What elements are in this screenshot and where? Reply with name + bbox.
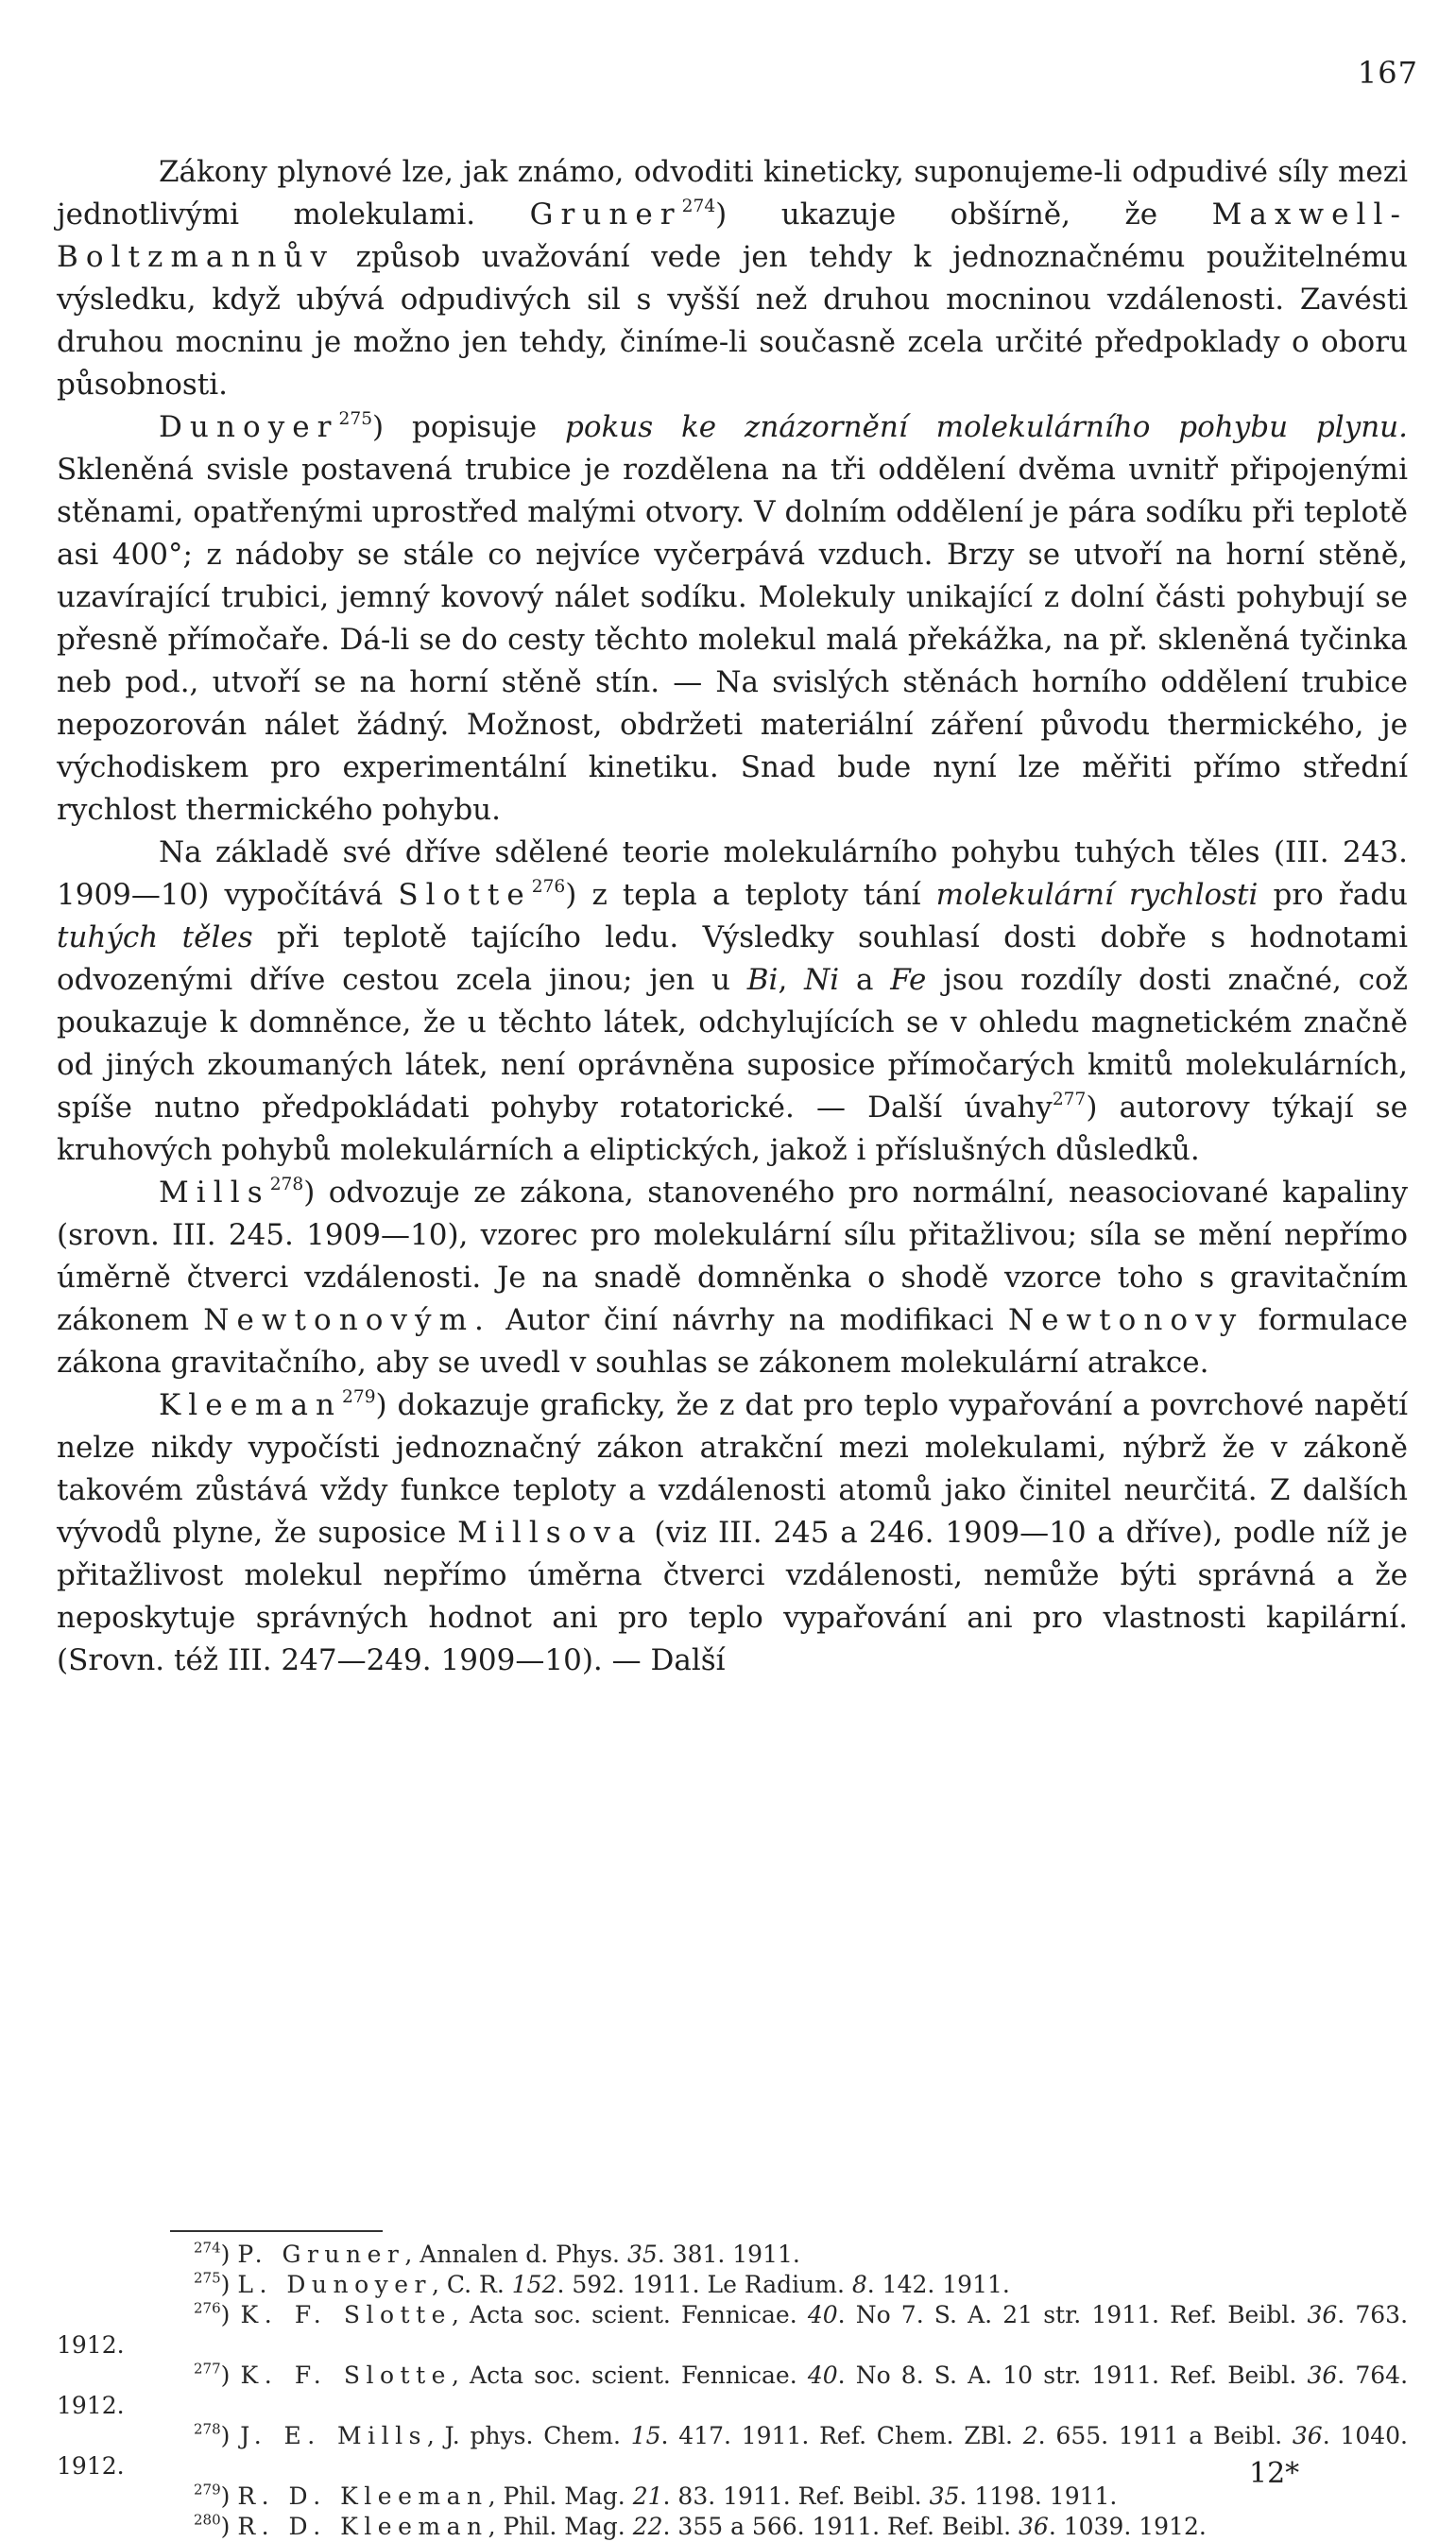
footnote-text: . 355 a 566. 1911. Ref. Beibl. xyxy=(662,2513,1012,2540)
footnote-volume: 15 xyxy=(630,2422,661,2449)
footnote-volume: 152 xyxy=(511,2271,557,2298)
author-name: Millsova xyxy=(457,1516,643,1550)
footnote-ref: 279 xyxy=(342,1386,376,1407)
text-run: odvozuje ze zákona, stanoveného pro normální, neasociované kapaliny (srovn. III. 245. 1909—10), vzorec pro molekulární sílu přitažlivou; síla se mění nepřímo úměrně čtverci vzdálenosti. Je na snadě domněnka o shodě vzorce toho s gravitačním zákonem xyxy=(57,1176,1409,1337)
text-run: dokazuje graficky, že z dat pro teplo vypařování a povrchové napětí nelze nikdy vypočísti jednoznačný zákon atrakční mezi molekulami, nýbrž že v zákoně takovém zůstává vždy funkce teploty a vzdálenosti atomů jako činitel neurčitá. Z dalších vývodů plyne, že suposice xyxy=(57,1388,1408,1550)
footnote-text: . 417. 1911. Ref. Chem. ZBl. xyxy=(660,2422,1013,2449)
text-run: formulace zákona gravitačního, aby se uvedl v souhlas se zákonem molekulární atrakce. xyxy=(57,1303,1408,1380)
footnote-author: L. Dunoyer xyxy=(237,2271,433,2298)
footnote: $^{280}$) R. D. Kleeman, Phil. Mag. 22. 355 a 566. 1911. Ref. Beibl. 36. 1039. 1912. xyxy=(194,2511,1207,2540)
footnote: $^{277}$) K. F. Slotte, Acta soc. scient. Fennicae. 40. No 8. S. A. 10 str. 1911. Ref. Beibl. 36. 764. 1912. xyxy=(57,2360,1409,2419)
author-name: Gruner xyxy=(529,198,682,232)
italic-term: tuhých těles xyxy=(57,920,253,954)
footnote-text: . 764. 1912. xyxy=(57,2362,1409,2419)
text-run: způsob uvažování vede jen tehdy k jednoznačnému použitelnému výsledku, když ubývá odpudivých sil s vyšší než druhou mocninou vzdálenosti. Zavésti druhou mocninu je možno jen tehdy, činíme-li současně zcela určité předpoklady o oboru působnosti. xyxy=(57,240,1409,402)
text-run: jsou rozdíly dosti značné, což poukazuje k domněnce, že u těchto látek, odchylujících se v ohledu magnetickém značně od jiných zkoumaných látek, není oprávněna suposice přímočarých kmitů molekulárních, spíše nutno předpokládati pohyby rotatorické. — Další úvahy xyxy=(57,963,1408,1125)
footnote-volume: 40 xyxy=(807,2362,838,2389)
author-name: Newtonovy xyxy=(1007,1303,1244,1337)
footnote-volume: 35 xyxy=(929,2482,960,2510)
italic-term: molekulární rychlosti xyxy=(935,878,1259,912)
element-symbol: Ni xyxy=(804,963,840,997)
footnote: $^{276}$) K. F. Slotte, Acta soc. scient. Fennicae. 40. No 7. S. A. 21 str. 1911. Ref. Beibl. 36. 763. 1912. xyxy=(57,2299,1409,2359)
footnote-volume: 35 xyxy=(626,2241,658,2268)
element-symbol: Bi xyxy=(746,963,779,997)
author-name: Mills xyxy=(159,1176,270,1210)
text-run: a xyxy=(855,963,874,997)
text-run: ukazuje obšírně, že xyxy=(780,198,1158,232)
printer-signature: 12* xyxy=(1249,2457,1300,2490)
footnote-volume: 21 xyxy=(632,2482,663,2510)
footnote-text: . 1040. 1912. xyxy=(57,2422,1408,2480)
footnote-number: 275 xyxy=(194,2269,221,2287)
footnote-ref: 274 xyxy=(681,196,716,216)
footnote-volume: 36 xyxy=(1292,2422,1323,2449)
footnote-number: 277 xyxy=(194,2360,221,2378)
footnote: $^{274}$) P. Gruner, Annalen d. Phys. 35. 381. 1911. xyxy=(194,2239,800,2268)
footnote-author: K. F. Slotte xyxy=(240,2301,452,2328)
text-run: Skleněná svisle postavená trubice je rozdělena na tři oddělení dvěma uvnitř připojenými stěnami, opatřenými uprostřed malými otvory. V dolním oddělení je pára sodíku při teplotě asi 400°; z nádoby se stále co nejvíce vyčerpává vzduch. Brzy se utvoří na horní stěně, uzavírající trubici, jemný kovový nálet sodíku. Molekuly unikající z dolní části pohybují se přesně přímočaře. Dá-li se do cesty těchto molekul malá překážka, na př. skleněná tyčinka neb pod., utvoří se na horní stěně stín. — Na svislých stěnách horního oddělení trubice nepozorován nálet žádný. Možnost, obdržeti materiální záření původu thermického, je východiskem pro experimentální kinetiku. Snad bude nyní lze měřiti přímo střední rychlost thermického pohybu. xyxy=(57,453,1408,827)
footnote-ref: 277 xyxy=(1052,1089,1087,1109)
footnotes xyxy=(57,2240,1408,2542)
footnote-author: P. Gruner xyxy=(237,2241,405,2268)
text-run: (viz III. 245 a 246. 1909—10 a dříve), podle níž je přitažlivost molekul nepřímo úměrna čtverci vzdálenosti, nemůže býti správná a že neposkytuje správných hodnot ani pro teplo vypařování ani pro vlastnosti kapilární. (Srovn. též III. 247—249. 1909—10). — Další xyxy=(57,1516,1409,1677)
author-name: Dunoyer xyxy=(159,410,339,444)
footnote-volume: 40 xyxy=(807,2301,838,2328)
footnote-author: K. F. Slotte xyxy=(240,2362,452,2389)
footnote-text: . 381. 1911. xyxy=(657,2241,800,2268)
footnote-text: . 655. 1911 a Beibl. xyxy=(1037,2422,1283,2449)
footnote-text: . 142. 1911. xyxy=(866,2271,1010,2298)
author-name: Kleeman xyxy=(159,1388,343,1422)
footnote-divider xyxy=(170,2230,383,2232)
footnote-text: . 83. 1911. Ref. Beibl. xyxy=(662,2482,922,2510)
text-run: Zákony plynové lze, jak známo, odvoditi kineticky, suponujeme-li odpudivé síly mezi jednotlivými molekulami. xyxy=(57,155,1408,232)
paragraph-slotte: Na základě své dříve sdělené teorie molekulárního pohybu tuhých těles (III. 243. 1909—10) vypočítává Slotte$^{276}$) z tepla a teploty tání molekulární rychlosti pro řadu tuhých těles při teplotě tajícího ledu. Výsledky souhlasí dosti dobře s hodnotami odvozenými dříve cestou zcela jinou; jen u Bi, Ni a Fe jsou rozdíly dosti značné, což poukazuje k domněnce, že u těchto látek, odchylujících se v ohledu magnetickém značně od jiných zkoumaných látek, není oprávněna suposice přímočarých kmitů molekulárních, spíše nutno předpokládati pohyby rotatorické. — Další úvahy$^{277}$) autorovy týkají se kruhových pohybů molekulárních a eliptických, jakož i příslušných důsledků. xyxy=(57,835,1409,1167)
footnote: $^{278}$) J. E. Mills, J. phys. Chem. 15. 417. 1911. Ref. Chem. ZBl. 2. 655. 1911 a Beibl. 36. 1040. 1912. xyxy=(57,2420,1408,2480)
footnote-volume: 2 xyxy=(1022,2422,1038,2449)
paragraph-mills: Mills$^{278}$) odvozuje ze zákona, stanoveného pro normální, neasociované kapaliny (srovn. III. 245. 1909—10), vzorec pro molekulární sílu přitažlivou; síla se mění nepřímo úměrně čtverci vzdálenosti. Je na snadě domněnka o shodě vzorce toho s gravitačním zákonem Newtonovým. Autor činí návrhy na modifikaci Newtonovy formulace zákona gravitačního, aby se uvedl v souhlas se zákonem molekulární atrakce. xyxy=(57,1174,1409,1380)
paragraph-gruner: Zákony plynové lze, jak známo, odvoditi kineticky, suponujeme-li odpudivé síly mezi jednotlivými molekulami. Gruner$^{274}$) ukazuje obšírně, že Maxwell-Boltzmannův způsob uvažování vede jen tehdy k jednoznačnému použitelnému výsledku, když ubývá odpudivých sil s vyšší než druhou mocninou vzdálenosti. Zavésti druhou mocninu je možno jen tehdy, činíme-li současně zcela určité předpoklady o oboru působnosti. xyxy=(57,155,1409,402)
footnote-text: , Phil. Mag. xyxy=(488,2482,625,2510)
text-run: , xyxy=(778,963,788,997)
footnote-author: R. D. Kleeman xyxy=(237,2482,488,2510)
footnote-ref: 276 xyxy=(531,876,566,897)
page-number: 167 xyxy=(1357,55,1418,91)
footnote-author: J. E. Mills xyxy=(240,2422,427,2449)
footnote-text: , Acta soc. scient. Fennicae. xyxy=(451,2301,797,2328)
footnote-text: , Acta soc. scient. Fennicae. xyxy=(451,2362,797,2389)
footnote-author: R. D. Kleeman xyxy=(237,2513,488,2540)
footnote-text: , J. phys. Chem. xyxy=(426,2422,621,2449)
footnote-volume: 22 xyxy=(632,2513,663,2540)
author-name: Maxwell-Boltzmannův xyxy=(57,198,1408,274)
text-run: Autor činí návrhy na modifikaci xyxy=(505,1303,994,1337)
footnote-number: 276 xyxy=(194,2299,221,2317)
footnote-text: . 1198. 1911. xyxy=(959,2482,1118,2510)
element-symbol: Fe xyxy=(890,963,927,997)
footnote-text: , C. R. xyxy=(432,2271,505,2298)
text-run: autorovy týkají se kruhových pohybů molekulárních a eliptických, jakož i příslušných důsledků. xyxy=(57,1091,1409,1167)
author-name: Slotte xyxy=(398,878,532,912)
text-run: při teplotě tajícího ledu. Výsledky souhlasí dosti dobře s hodnotami odvozenými dříve cestou zcela jinou; jen u xyxy=(57,920,1408,997)
text-run: pro řadu xyxy=(1273,878,1409,912)
footnote-text: . 763. 1912. xyxy=(57,2301,1409,2359)
text-run: Na základě své dříve sdělené teorie molekulárního pohybu tuhých těles (III. 243. 1909—10) vypočítává xyxy=(57,835,1408,912)
footnote-volume: 36 xyxy=(1019,2513,1049,2540)
footnote-volume: 36 xyxy=(1307,2301,1338,2328)
footnote-number: 280 xyxy=(194,2511,221,2529)
text-run: z tepla a teploty tání xyxy=(591,878,921,912)
main-text xyxy=(57,151,1408,1682)
paragraph-dunoyer: Dunoyer$^{275}$) popisuje pokus ke znázornění molekulárního pohybu plynu. Skleněná svisle postavená trubice je rozdělena na tři oddělení dvěma uvnitř připojenými stěnami, opatřenými uprostřed malými otvory. V dolním oddělení je pára sodíku při teplotě asi 400°; z nádoby se stále co nejvíce vyčerpává vzduch. Brzy se utvoří na horní stěně, uzavírající trubici, jemný kovový nálet sodíku. Molekuly unikající z dolní části pohybují se přesně přímočaře. Dá-li se do cesty těchto molekul malá překážka, na př. skleněná tyčinka neb pod., utvoří se na horní stěně stín. — Na svislých stěnách horního oddělení trubice nepozorován nálet žádný. Možnost, obdržeti materiální záření původu thermického, je východiskem pro experimentální kinetiku. Snad bude nyní lze měřiti přímo střední rychlost thermického pohybu. xyxy=(57,408,1408,827)
footnote-ref: 278 xyxy=(269,1174,304,1194)
footnote: $^{275}$) L. Dunoyer, C. R. 152. 592. 1911. Le Radium. 8. 142. 1911. xyxy=(194,2269,1010,2298)
footnote-text: , Annalen d. Phys. xyxy=(404,2241,620,2268)
footnote-text: . 1039. 1912. xyxy=(1048,2513,1207,2540)
footnote-text: , Phil. Mag. xyxy=(488,2513,625,2540)
footnote-number: 279 xyxy=(194,2481,221,2499)
italic-term: pokus ke znázornění molekulárního pohybu plynu. xyxy=(564,410,1408,444)
footnote: $^{279}$) R. D. Kleeman, Phil. Mag. 21. 83. 1911. Ref. Beibl. 35. 1198. 1911. xyxy=(194,2481,1118,2510)
footnote-text: . 592. 1911. Le Radium. xyxy=(557,2271,845,2298)
footnote-text: . No 7. S. A. 21 str. 1911. Ref. Beibl. xyxy=(837,2301,1297,2328)
author-name: Newtonovým. xyxy=(203,1303,491,1337)
text-run: popisuje xyxy=(412,410,538,444)
footnote-ref: 275 xyxy=(338,408,373,429)
footnote-text: . No 8. S. A. 10 str. 1911. Ref. Beibl. xyxy=(837,2362,1297,2389)
paragraph-kleeman: Kleeman$^{279}$) dokazuje graficky, že z dat pro teplo vypařování a povrchové napětí nelze nikdy vypočísti jednoznačný zákon atrakční mezi molekulami, nýbrž že v zákoně takovém zůstává vždy funkce teploty a vzdálenosti atomů jako činitel neurčitá. Z dalších vývodů plyne, že suposice Millsova (viz III. 245 a 246. 1909—10 a dříve), podle níž je přitažlivost molekul nepřímo úměrna čtverci vzdálenosti, nemůže býti správná a že neposkytuje správných hodnot ani pro teplo vypařování ani pro vlastnosti kapilární. (Srovn. též III. 247—249. 1909—10). — Další xyxy=(57,1386,1409,1677)
footnote-volume: 8 xyxy=(851,2271,867,2298)
footnote-volume: 36 xyxy=(1307,2362,1338,2389)
footnote-number: 274 xyxy=(194,2239,221,2257)
footnote-number: 278 xyxy=(194,2420,221,2438)
